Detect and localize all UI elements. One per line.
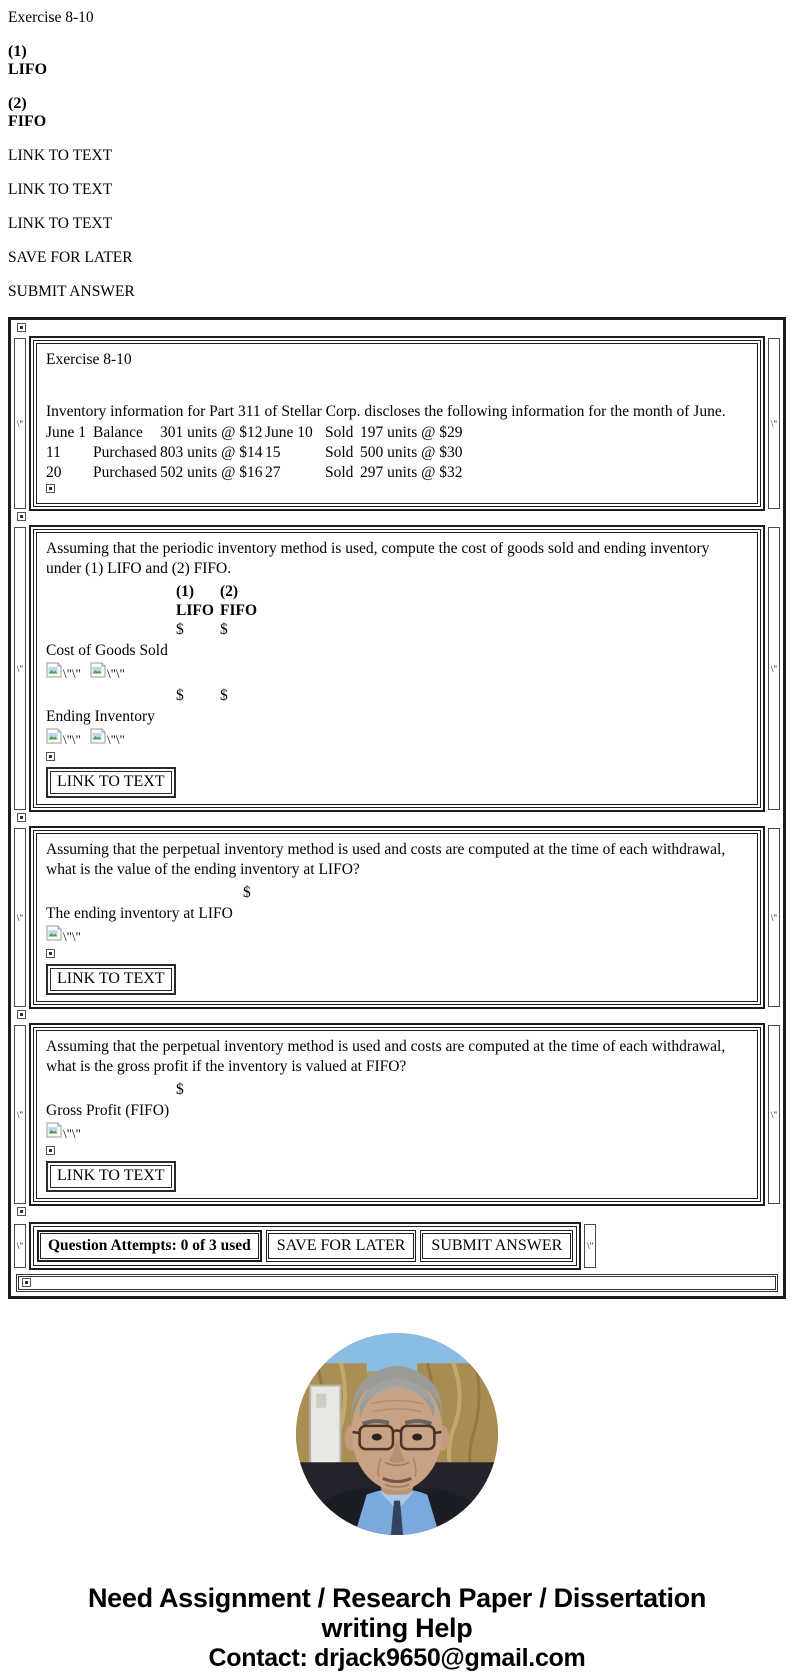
broken-image-alt-text: \"\" bbox=[107, 732, 125, 747]
exercise-title: Exercise 8-10 bbox=[8, 9, 94, 26]
escaped-quote-text: \" bbox=[768, 338, 780, 509]
question-text: Assuming that the perpetual inventory method is used and costs are computed at the time of each withdrawal, what is the gross profit if the inventory is valued at FIFO? bbox=[46, 1038, 726, 1075]
top-text-block bbox=[0, 0, 794, 301]
broken-image-placeholder bbox=[17, 813, 26, 822]
broken-image-placeholder bbox=[17, 512, 26, 521]
ending-inventory-label: Ending Inventory bbox=[46, 708, 155, 725]
dollar-sign: $ bbox=[220, 621, 228, 638]
tutor-photo-illustration bbox=[296, 1333, 498, 1535]
periodic-question-section bbox=[14, 525, 780, 812]
save-for-later-button[interactable]: SAVE FOR LATER bbox=[266, 1230, 417, 1262]
exercise-info-section bbox=[14, 336, 780, 511]
broken-image-icon bbox=[46, 925, 62, 941]
link-to-text-2[interactable]: LINK TO TEXT bbox=[8, 181, 113, 198]
tutor-photo bbox=[296, 1333, 498, 1535]
broken-image-placeholder bbox=[17, 323, 26, 332]
escaped-quote-text: \" bbox=[14, 1025, 26, 1204]
link-to-text-button[interactable]: LINK TO TEXT bbox=[46, 767, 176, 798]
link-to-text-3[interactable]: LINK TO TEXT bbox=[8, 215, 113, 232]
save-for-later-link[interactable]: SAVE FOR LATER bbox=[8, 249, 133, 266]
part-1-label: (1) LIFO bbox=[8, 43, 48, 78]
dollar-sign: $ bbox=[243, 884, 251, 901]
broken-image-placeholder bbox=[46, 1146, 55, 1155]
exercise-container bbox=[8, 317, 786, 1299]
escaped-quote-text: \" bbox=[768, 828, 780, 1007]
perpetual-fifo-panel bbox=[36, 1030, 758, 1199]
attempts-bar-section bbox=[14, 1222, 780, 1270]
dollar-sign: $ bbox=[220, 687, 228, 704]
gross-profit-label: Gross Profit (FIFO) bbox=[46, 1102, 170, 1119]
broken-image-placeholder bbox=[46, 484, 55, 493]
submit-answer-link[interactable]: SUBMIT ANSWER bbox=[8, 283, 135, 300]
escaped-quote-text: \" bbox=[14, 338, 26, 509]
question-text: Assuming that the perpetual inventory method is used and costs are computed at the time of each withdrawal, what is the value of the ending inventory at LIFO? bbox=[46, 841, 726, 878]
broken-image-icon bbox=[90, 662, 106, 678]
link-to-text-1[interactable]: LINK TO TEXT bbox=[8, 147, 113, 164]
box-title: Exercise 8-10 bbox=[46, 351, 132, 368]
dollar-sign: $ bbox=[176, 687, 184, 704]
escaped-quote-text: \" bbox=[584, 1224, 596, 1268]
footer-ad bbox=[0, 1583, 794, 1673]
broken-image-icon bbox=[46, 728, 62, 744]
exercise-info-panel bbox=[36, 343, 758, 504]
broken-image-alt-text: \"\" bbox=[63, 1126, 81, 1141]
cogs-label: Cost of Goods Sold bbox=[46, 642, 168, 659]
perpetual-lifo-section bbox=[14, 826, 780, 1009]
part-2-label: (2) FIFO bbox=[8, 95, 47, 130]
broken-image-placeholder bbox=[17, 1207, 26, 1216]
attempts-bar bbox=[29, 1222, 581, 1270]
broken-image-alt-text: \"\" bbox=[63, 666, 81, 681]
bottom-thin-row bbox=[16, 1274, 778, 1292]
broken-image-alt-text: \"\" bbox=[63, 929, 81, 944]
link-to-text-button[interactable]: LINK TO TEXT bbox=[46, 1161, 176, 1192]
broken-image-alt-text: \"\" bbox=[107, 666, 125, 681]
dollar-sign: $ bbox=[176, 621, 184, 638]
escaped-quote-text: \" bbox=[768, 527, 780, 810]
escaped-quote-text: \" bbox=[14, 828, 26, 1007]
footer-contact-email: Contact: drjack9650@gmail.com bbox=[208, 1644, 586, 1672]
escaped-quote-text: \" bbox=[14, 527, 26, 810]
broken-image-placeholder bbox=[17, 1010, 26, 1019]
escaped-quote-text: \" bbox=[14, 1224, 26, 1268]
link-to-text-button[interactable]: LINK TO TEXT bbox=[46, 964, 176, 995]
broken-image-placeholder bbox=[22, 1278, 31, 1287]
broken-image-icon bbox=[90, 728, 106, 744]
footer-heading: Need Assignment / Research Paper / Dissertation writing Help bbox=[87, 1583, 707, 1643]
broken-image-icon bbox=[46, 662, 62, 678]
broken-image-placeholder bbox=[46, 949, 55, 958]
escaped-quote-text: \" bbox=[768, 1025, 780, 1204]
broken-image-alt-text: \"\" bbox=[63, 732, 81, 747]
question-attempts-badge: Question Attempts: 0 of 3 used bbox=[37, 1230, 262, 1262]
question-text: Assuming that the periodic inventory method is used, compute the cost of goods sold and ending inventory under (1) LIFO and (2) FIFO. bbox=[46, 540, 710, 577]
inventory-intro: Inventory information for Part 311 of Stellar Corp. discloses the following information for the month of June. bbox=[46, 403, 726, 420]
periodic-question-panel: Assuming that the periodic inventory method is used, compute the cost of goods sold and ending inventory under (1) LIFO and (2) FIFO. (1) (2) LIFO FIFO $ $ Cost of Goods Sold \"\" \"\" $ $ Ending Inventory \"\" \"\" LINK TO TEXT bbox=[36, 532, 758, 805]
broken-image-icon bbox=[46, 1122, 62, 1138]
ending-inventory-lifo-label: The ending inventory at LIFO bbox=[46, 905, 233, 922]
perpetual-fifo-section bbox=[14, 1023, 780, 1206]
dollar-sign: $ bbox=[176, 1081, 184, 1098]
submit-answer-button[interactable]: SUBMIT ANSWER bbox=[420, 1230, 573, 1262]
broken-image-placeholder bbox=[46, 752, 55, 761]
inventory-table: June 1 Balance 301 units @ $12 June 10 Sold 197 units @ $29 11 Purchased 803 units @ $14 15 Sold 500 units @ $30 20 Purchased 502 units @ $16 27 Sold 297 units @ $32 bbox=[46, 424, 463, 481]
perpetual-lifo-panel bbox=[36, 833, 758, 1002]
